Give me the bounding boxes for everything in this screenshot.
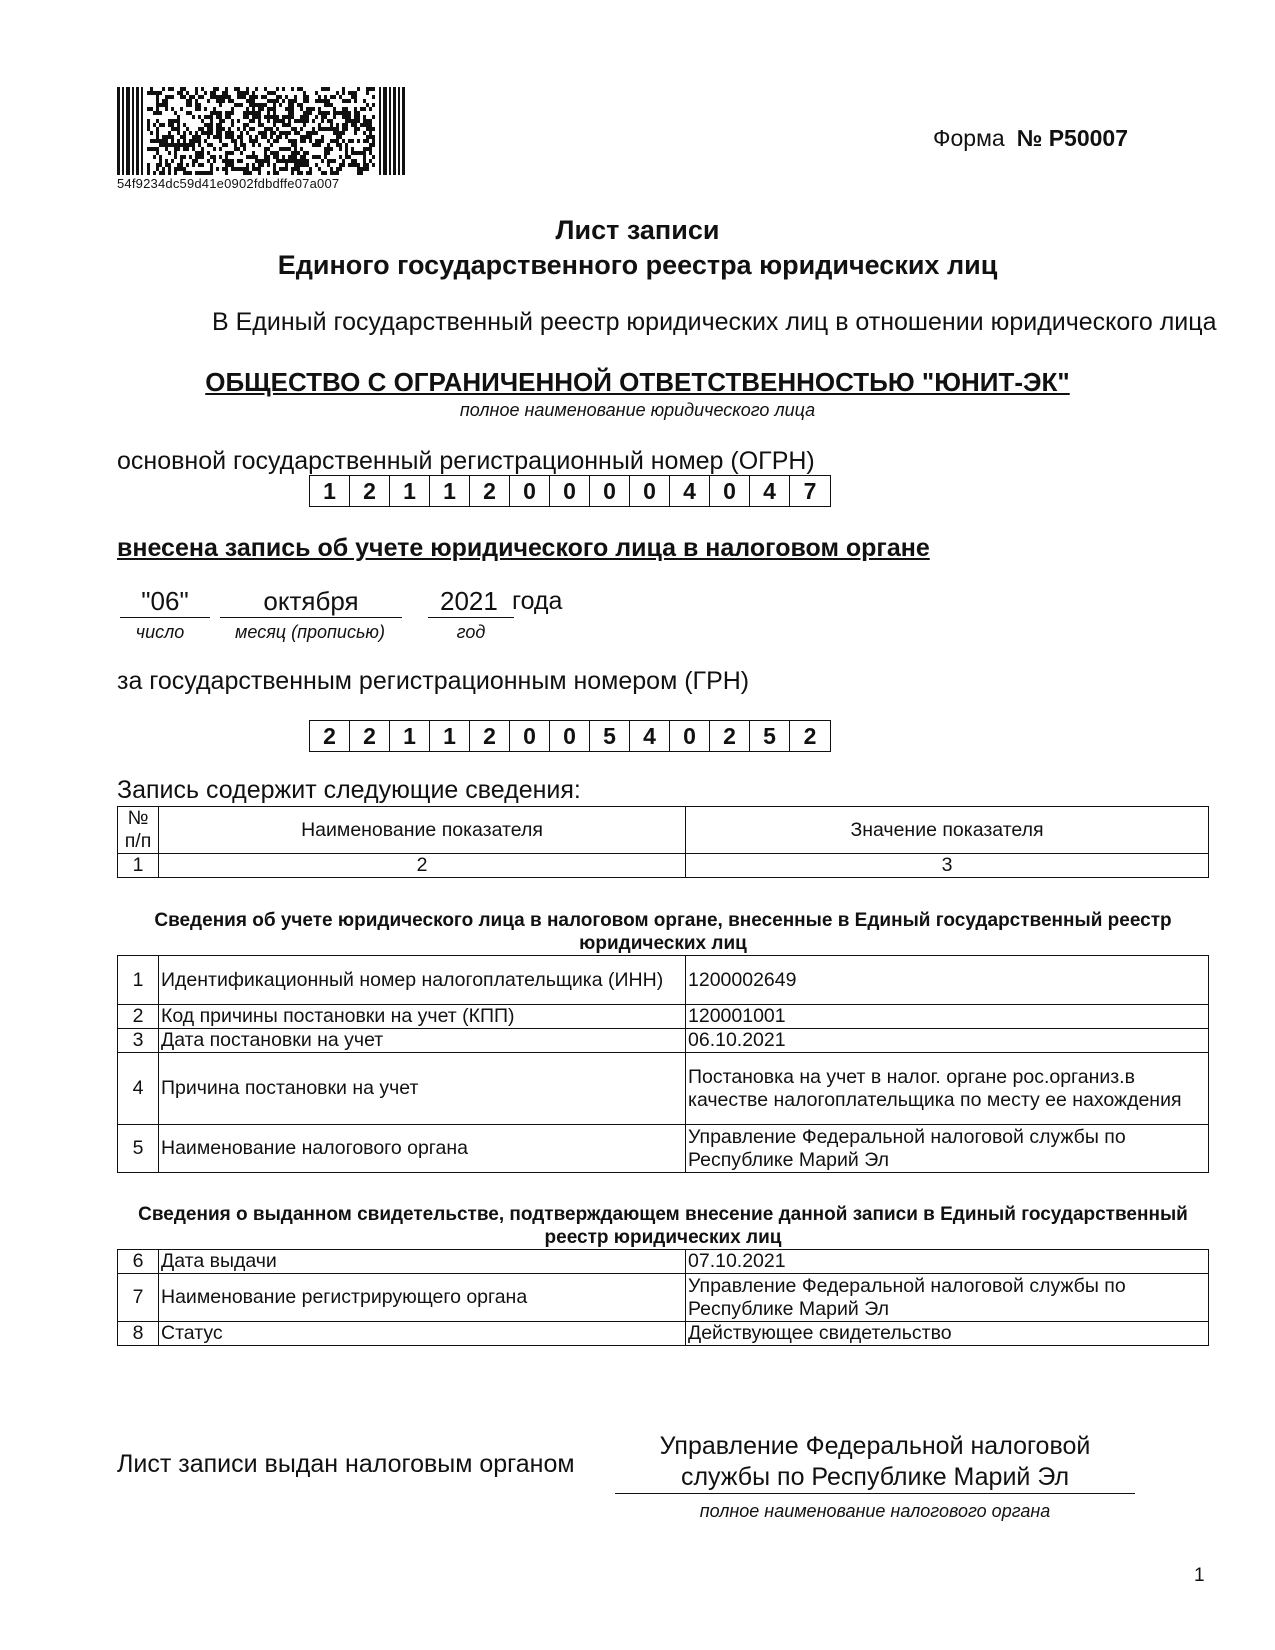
grn-digit-boxes — [309, 720, 831, 752]
barcode-image — [117, 87, 405, 175]
organization-name-caption: полное наименование юридического лица — [459, 400, 816, 420]
row-value: Постановка на учет в налог. органе рос.организ.в качестве налогоплательщика по месту ее нахождения — [686, 1053, 1209, 1125]
grn-digit: 2 — [310, 721, 350, 751]
row-value: 120001001 — [686, 1005, 1209, 1029]
ogrn-digit: 2 — [350, 476, 390, 506]
row-value: 1200002649 — [686, 956, 1209, 1005]
table-row — [118, 1274, 1209, 1322]
grn-digit: 5 — [750, 721, 790, 751]
page-number: 1 — [1194, 1565, 1205, 1586]
ogrn-digit: 0 — [510, 476, 550, 506]
date-year-underline — [428, 617, 514, 618]
form-label: Форма — [933, 125, 1005, 151]
table-header — [117, 806, 1209, 878]
grn-digit: 2 — [470, 721, 510, 751]
header-name: Наименование показателя — [159, 807, 686, 854]
date-year: 2021 — [440, 586, 498, 616]
ogrn-digit: 0 — [590, 476, 630, 506]
ogrn-digit: 4 — [750, 476, 790, 506]
row-number: 8 — [118, 1322, 159, 1346]
row-value: Управление Федеральной налоговой службы по Республике Марий Эл — [686, 1274, 1209, 1322]
ogrn-digit: 0 — [710, 476, 750, 506]
barcode-caption: 54f9234dc59d41e0902fdbdffe07a007 — [117, 176, 340, 191]
row-name: Наименование регистрирующего органа — [159, 1274, 686, 1322]
grn-digit: 5 — [590, 721, 630, 751]
row-value: Управление Федеральной налоговой службы по Республике Марий Эл — [686, 1125, 1209, 1173]
issued-by-label: Лист записи выдан налоговым органом — [117, 1450, 575, 1478]
row-name: Статус — [159, 1322, 686, 1346]
table-row — [118, 1053, 1209, 1125]
ogrn-digit: 2 — [470, 476, 510, 506]
grn-digit: 0 — [550, 721, 590, 751]
row-name: Код причины постановки на учет (КПП) — [159, 1005, 686, 1029]
ogrn-digit: 1 — [430, 476, 470, 506]
row-number: 4 — [118, 1053, 159, 1125]
grn-digit: 1 — [390, 721, 430, 751]
form-number — [933, 125, 1128, 152]
row-name: Дата постановки на учет — [159, 1029, 686, 1053]
date-month-caption: месяц (прописью) — [235, 622, 385, 642]
grn-digit: 2 — [803, 723, 817, 749]
document-title: Лист записи — [555, 215, 720, 245]
issuing-authority: Управление Федеральной налоговой службы по Республике Марий Эл — [615, 1431, 1135, 1494]
table-row — [118, 1029, 1209, 1053]
header-col-3: 3 — [686, 854, 1209, 878]
ogrn-digit: 0 — [630, 476, 670, 506]
table-row — [118, 1250, 1209, 1274]
date-year-caption: год — [456, 622, 486, 642]
ogrn-digit-boxes — [309, 475, 831, 507]
header-num: № п/п — [118, 807, 159, 854]
row-name: Идентификационный номер налогоплательщика (ИНН) — [159, 956, 686, 1005]
row-number: 3 — [118, 1029, 159, 1053]
row-name: Наименование налогового органа — [159, 1125, 686, 1173]
row-number: 5 — [118, 1125, 159, 1173]
grn-digit: 2 — [710, 721, 750, 751]
row-name: Дата выдачи — [159, 1250, 686, 1274]
header-col-1: 1 — [118, 854, 159, 878]
entry-description: внесена запись об учете юридического лица в налоговом органе — [117, 534, 930, 562]
date-day: "06" — [120, 585, 210, 618]
date-year-suffix: года — [512, 587, 563, 615]
grn-digit: 0 — [510, 721, 550, 751]
grn-label: за государственным регистрационным номером (ГРН) — [117, 667, 750, 695]
grn-digit: 1 — [430, 721, 470, 751]
header-value: Значение показателя — [686, 807, 1209, 854]
row-value: 06.10.2021 — [686, 1029, 1209, 1053]
ogrn-label: основной государственный регистрационный номер (ОГРН) — [117, 447, 815, 475]
ogrn-digit: 7 — [803, 478, 817, 504]
row-value: Действующее свидетельство — [686, 1322, 1209, 1346]
ogrn-digit: 0 — [550, 476, 590, 506]
ogrn-digit: 4 — [670, 476, 710, 506]
row-number: 1 — [118, 956, 159, 1005]
date-month: октября — [220, 585, 402, 618]
grn-digit: 4 — [630, 721, 670, 751]
organization-name: ОБЩЕСТВО С ОГРАНИЧЕННОЙ ОТВЕТСТВЕННОСТЬЮ "ЮНИТ-ЭК" — [205, 367, 1070, 397]
row-number: 6 — [118, 1250, 159, 1274]
tax-registration-table — [117, 955, 1209, 1173]
date-day-caption: число — [135, 622, 185, 642]
row-number: 2 — [118, 1005, 159, 1029]
section-title-certificate: Сведения о выданном свидетельстве, подтверждающем внесение данной записи в Единый государственный реестр юридических лиц — [138, 1204, 1188, 1248]
certificate-table — [117, 1249, 1209, 1346]
row-name: Причина постановки на учет — [159, 1053, 686, 1125]
ogrn-digit: 1 — [310, 476, 350, 506]
section-title-tax-registration: Сведения об учете юридического лица в налоговом органе, внесенные в Единый государственный реестр юридических лиц — [154, 910, 1172, 954]
issuing-authority-caption: полное наименование налогового органа — [699, 1501, 1051, 1521]
intro-text: В Единый государственный реестр юридических лиц в отношении юридического лица — [212, 308, 1217, 336]
grn-digit: 2 — [350, 721, 390, 751]
table-row — [118, 1125, 1209, 1173]
table-row — [118, 956, 1209, 1005]
contains-label: Запись содержит следующие сведения: — [117, 776, 581, 804]
form-code: № Р50007 — [1016, 125, 1129, 151]
header-col-2: 2 — [159, 854, 686, 878]
document-subtitle: Единого государственного реестра юридических лиц — [277, 250, 998, 280]
table-row — [118, 1322, 1209, 1346]
row-number: 7 — [118, 1274, 159, 1322]
table-row — [118, 1005, 1209, 1029]
ogrn-digit: 1 — [390, 476, 430, 506]
row-value: 07.10.2021 — [686, 1250, 1209, 1274]
grn-digit: 0 — [670, 721, 710, 751]
